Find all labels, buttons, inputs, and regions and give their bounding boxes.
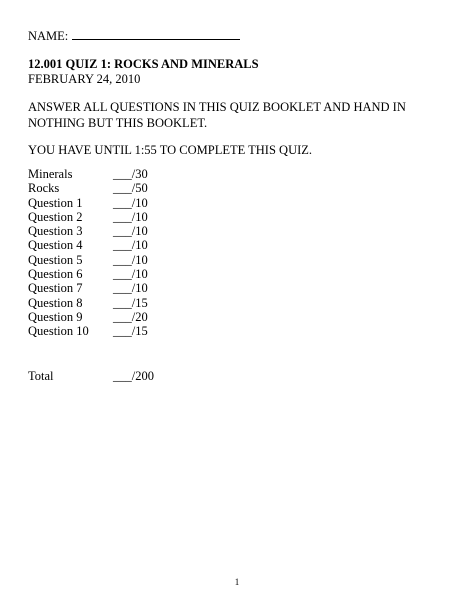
score-label: Question 2 [28,209,83,224]
page-number: 1 [234,577,240,587]
instructions-line-2: NOTHING BUT THIS BOOKLET. [28,115,208,130]
score-label: Question 8 [28,295,83,310]
instructions [28,100,406,131]
score-label: Rocks [28,181,60,196]
name-label: NAME: [28,29,69,43]
score-label: Question 9 [28,309,83,324]
instructions-line-1: ANSWER ALL QUESTIONS IN THIS QUIZ BOOKLET AND HAND IN [28,100,406,114]
score-points: ___/50 [113,181,148,196]
score-row [28,238,228,252]
score-points: ___/10 [113,252,148,267]
score-label: Question 3 [28,224,83,239]
score-row [28,267,228,281]
score-label: Question 5 [28,252,83,267]
score-points: ___/30 [113,167,148,181]
score-row [28,196,228,210]
time-limit-notice: YOU HAVE UNTIL 1:55 TO COMPLETE THIS QUIZ. [28,143,313,157]
score-label: Question 6 [28,267,83,282]
quiz-date: FEBRUARY 24, 2010 [28,72,141,86]
score-row [28,167,228,181]
score-points: ___/15 [113,295,148,310]
score-row [28,296,228,310]
score-row [28,224,228,238]
score-points: ___/10 [113,267,148,282]
score-points: ___/10 [113,224,148,239]
score-row [28,324,228,338]
score-label: Question 10 [28,324,89,339]
score-label: Question 7 [28,281,83,296]
total-row [28,369,228,384]
score-points: ___/10 [113,195,148,210]
name-blank-line[interactable] [72,28,240,40]
score-row [28,253,228,267]
score-row [28,181,228,195]
score-label: Minerals [28,167,73,181]
score-points: ___/15 [113,324,148,339]
score-points: ___/10 [113,209,148,224]
score-row [28,210,228,224]
score-points: ___/10 [113,281,148,296]
total-label: Total [28,369,54,383]
name-field [28,28,240,44]
score-label: Question 4 [28,238,83,253]
score-label: Question 1 [28,195,83,210]
quiz-title: 12.001 QUIZ 1: ROCKS AND MINERALS [28,57,259,71]
score-row [28,281,228,295]
score-row [28,310,228,324]
score-points: ___/10 [113,238,148,253]
score-table [28,167,228,339]
score-points: ___/20 [113,309,148,324]
total-points: ___/200 [113,369,154,383]
